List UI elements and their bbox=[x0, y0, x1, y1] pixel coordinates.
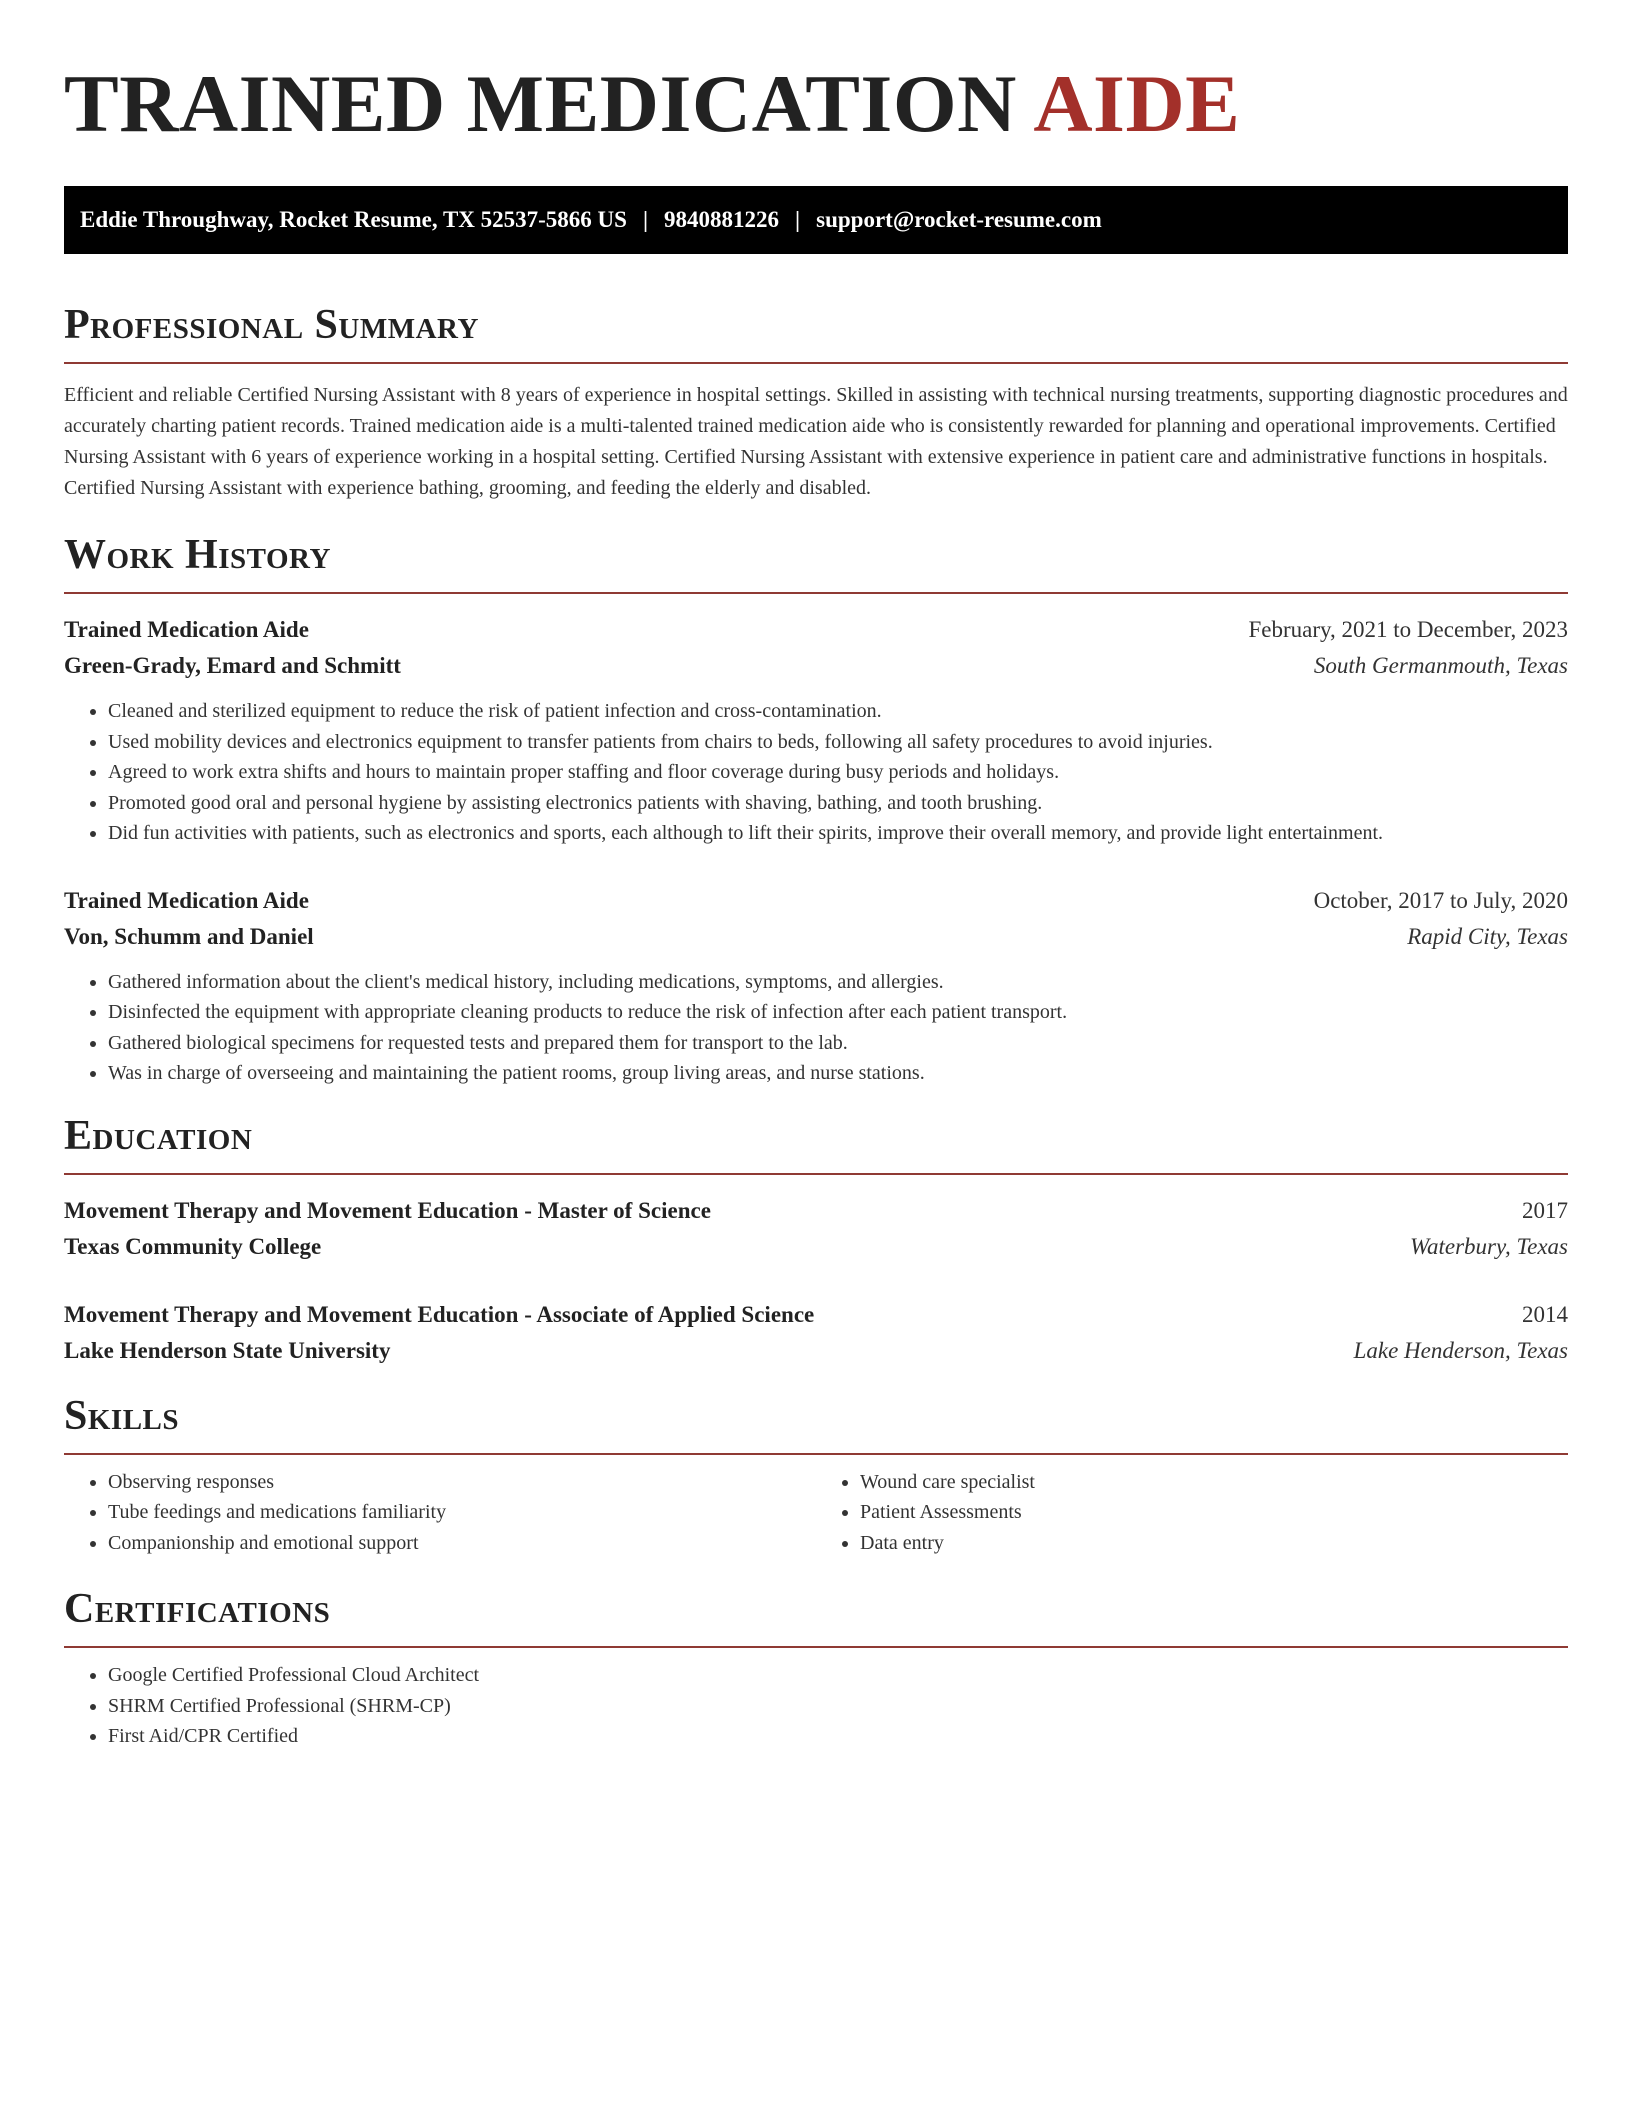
title-main: TRAINED MEDICATION bbox=[64, 58, 1017, 149]
education-year: 2017 bbox=[1522, 1197, 1568, 1223]
certifications-section bbox=[64, 1584, 1568, 1752]
job-entry bbox=[64, 883, 1568, 1089]
job-company: Von, Schumm and Daniel bbox=[64, 923, 314, 949]
job-entry bbox=[64, 612, 1568, 849]
job-title: Trained Medication Aide bbox=[64, 617, 309, 642]
summary-section bbox=[64, 300, 1568, 504]
contact-bar bbox=[64, 186, 1568, 254]
certifications-heading: Certifications bbox=[64, 1586, 331, 1632]
education-heading: Education bbox=[64, 1112, 253, 1159]
section-divider bbox=[64, 592, 1568, 594]
skill-item: • Companionship and emotional support bbox=[108, 1528, 816, 1559]
skill-item: • Patient Assessments bbox=[860, 1497, 1568, 1528]
job-dates: October, 2017 to July, 2020 bbox=[1313, 887, 1568, 913]
summary-heading: Professional Summary bbox=[64, 302, 479, 348]
skill-item: • Data entry bbox=[860, 1528, 1568, 1559]
resume-title bbox=[64, 56, 1568, 152]
work-history-heading: Work History bbox=[64, 532, 331, 578]
skill-item: • Observing responses bbox=[108, 1467, 816, 1498]
education-entry bbox=[64, 1297, 1568, 1369]
education-header-row bbox=[64, 1193, 1568, 1229]
job-bullet: • Cleaned and sterilized equipment to reduce the risk of patient infection and cross-contamination. bbox=[108, 696, 1568, 727]
skills-grid bbox=[64, 1467, 1568, 1559]
job-dates: February, 2021 to December, 2023 bbox=[1248, 617, 1568, 642]
education-entry bbox=[64, 1193, 1568, 1265]
education-degree: Movement Therapy and Movement Education - Master of Science bbox=[64, 1197, 711, 1223]
education-school-row bbox=[64, 1229, 1568, 1265]
education-degree: Movement Therapy and Movement Education - Associate of Applied Science bbox=[64, 1301, 815, 1327]
job-company: Green-Grady, Emard and Schmitt bbox=[64, 653, 401, 678]
section-divider bbox=[64, 1173, 1568, 1175]
job-header-row bbox=[64, 612, 1568, 648]
job-bullet: • Agreed to work extra shifts and hours to maintain proper staffing and floor coverage during busy periods and holidays. bbox=[108, 757, 1568, 788]
skill-item: • Tube feedings and medications familiarity bbox=[108, 1497, 816, 1528]
job-bullet: • Disinfected the equipment with appropriate cleaning products to reduce the risk of infection after each patient transport. bbox=[108, 997, 1568, 1028]
work-history-section bbox=[64, 530, 1568, 1089]
job-location: South Germanmouth, Texas bbox=[1313, 653, 1568, 678]
contact-phone[interactable]: 9840881226 bbox=[664, 207, 780, 232]
summary-text: Efficient and reliable Certified Nursing Assistant with 8 years of experience in hospital settings. Skilled in assisting with technical nursing treatments, supporting diagnostic procedures and accurately charting patient records. Trained medication aide is a multi-talented trained medication aide who is consistently rewarded for planning and operational improvements. Certified Nursing Assistant with 6 years of experience working in a hospital setting. Certified Nursing Assistant with extensive experience in patient care and administrative functions in hospitals. Certified Nursing Assistant with experience bathing, grooming, and feeding the elderly and disabled. bbox=[64, 384, 1568, 499]
skills-list-left bbox=[64, 1467, 816, 1559]
education-school-row bbox=[64, 1333, 1568, 1369]
education-header-row bbox=[64, 1297, 1568, 1333]
section-divider bbox=[64, 1646, 1568, 1648]
education-school: Texas Community College bbox=[64, 1233, 322, 1259]
education-location: Lake Henderson, Texas bbox=[1353, 1337, 1568, 1363]
job-bullet: • Did fun activities with patients, such as electronics and sports, each although to lift their spirits, improve their overall memory, and provide light entertainment. bbox=[108, 818, 1568, 849]
job-bullets bbox=[64, 696, 1568, 849]
job-title: Trained Medication Aide bbox=[64, 887, 309, 913]
job-bullets bbox=[64, 967, 1568, 1089]
skill-item: • Wound care specialist bbox=[860, 1467, 1568, 1498]
certifications-list bbox=[64, 1660, 1568, 1752]
job-location: Rapid City, Texas bbox=[1407, 923, 1568, 949]
job-company-row bbox=[64, 648, 1568, 684]
education-school: Lake Henderson State University bbox=[64, 1337, 391, 1363]
job-bullet: • Promoted good oral and personal hygiene by assisting electronics patients with shaving, bathing, and tooth brushing. bbox=[108, 788, 1568, 819]
certification-item: • SHRM Certified Professional (SHRM-CP) bbox=[108, 1691, 1568, 1722]
contact-separator: | bbox=[642, 207, 649, 232]
contact-email[interactable]: support@rocket-resume.com bbox=[816, 207, 1102, 232]
job-bullet: • Used mobility devices and electronics equipment to transfer patients from chairs to beds, following all safety procedures to avoid injuries. bbox=[108, 727, 1568, 758]
certification-item: • First Aid/CPR Certified bbox=[108, 1721, 1568, 1752]
job-bullet: • Gathered information about the client's medical history, including medications, symptoms, and allergies. bbox=[108, 967, 1568, 998]
skills-list-right bbox=[816, 1467, 1568, 1559]
section-divider bbox=[64, 1453, 1568, 1455]
certification-item: • Google Certified Professional Cloud Architect bbox=[108, 1660, 1568, 1691]
contact-address: Eddie Throughway, Rocket Resume, TX 52537-5866 US bbox=[80, 207, 627, 232]
skills-section bbox=[64, 1391, 1568, 1559]
contact-separator: | bbox=[795, 207, 801, 232]
education-location: Waterbury, Texas bbox=[1409, 1233, 1568, 1259]
job-company-row bbox=[64, 919, 1568, 955]
job-header-row bbox=[64, 883, 1568, 919]
education-section bbox=[64, 1111, 1568, 1369]
section-divider bbox=[64, 362, 1568, 364]
job-bullet: • Gathered biological specimens for requested tests and prepared them for transport to the lab. bbox=[108, 1028, 1568, 1059]
title-accent: AIDE bbox=[1033, 58, 1241, 149]
education-year: 2014 bbox=[1522, 1301, 1568, 1327]
job-bullet: • Was in charge of overseeing and maintaining the patient rooms, group living areas, and nurse stations. bbox=[108, 1058, 1568, 1089]
skills-heading: Skills bbox=[64, 1392, 180, 1439]
